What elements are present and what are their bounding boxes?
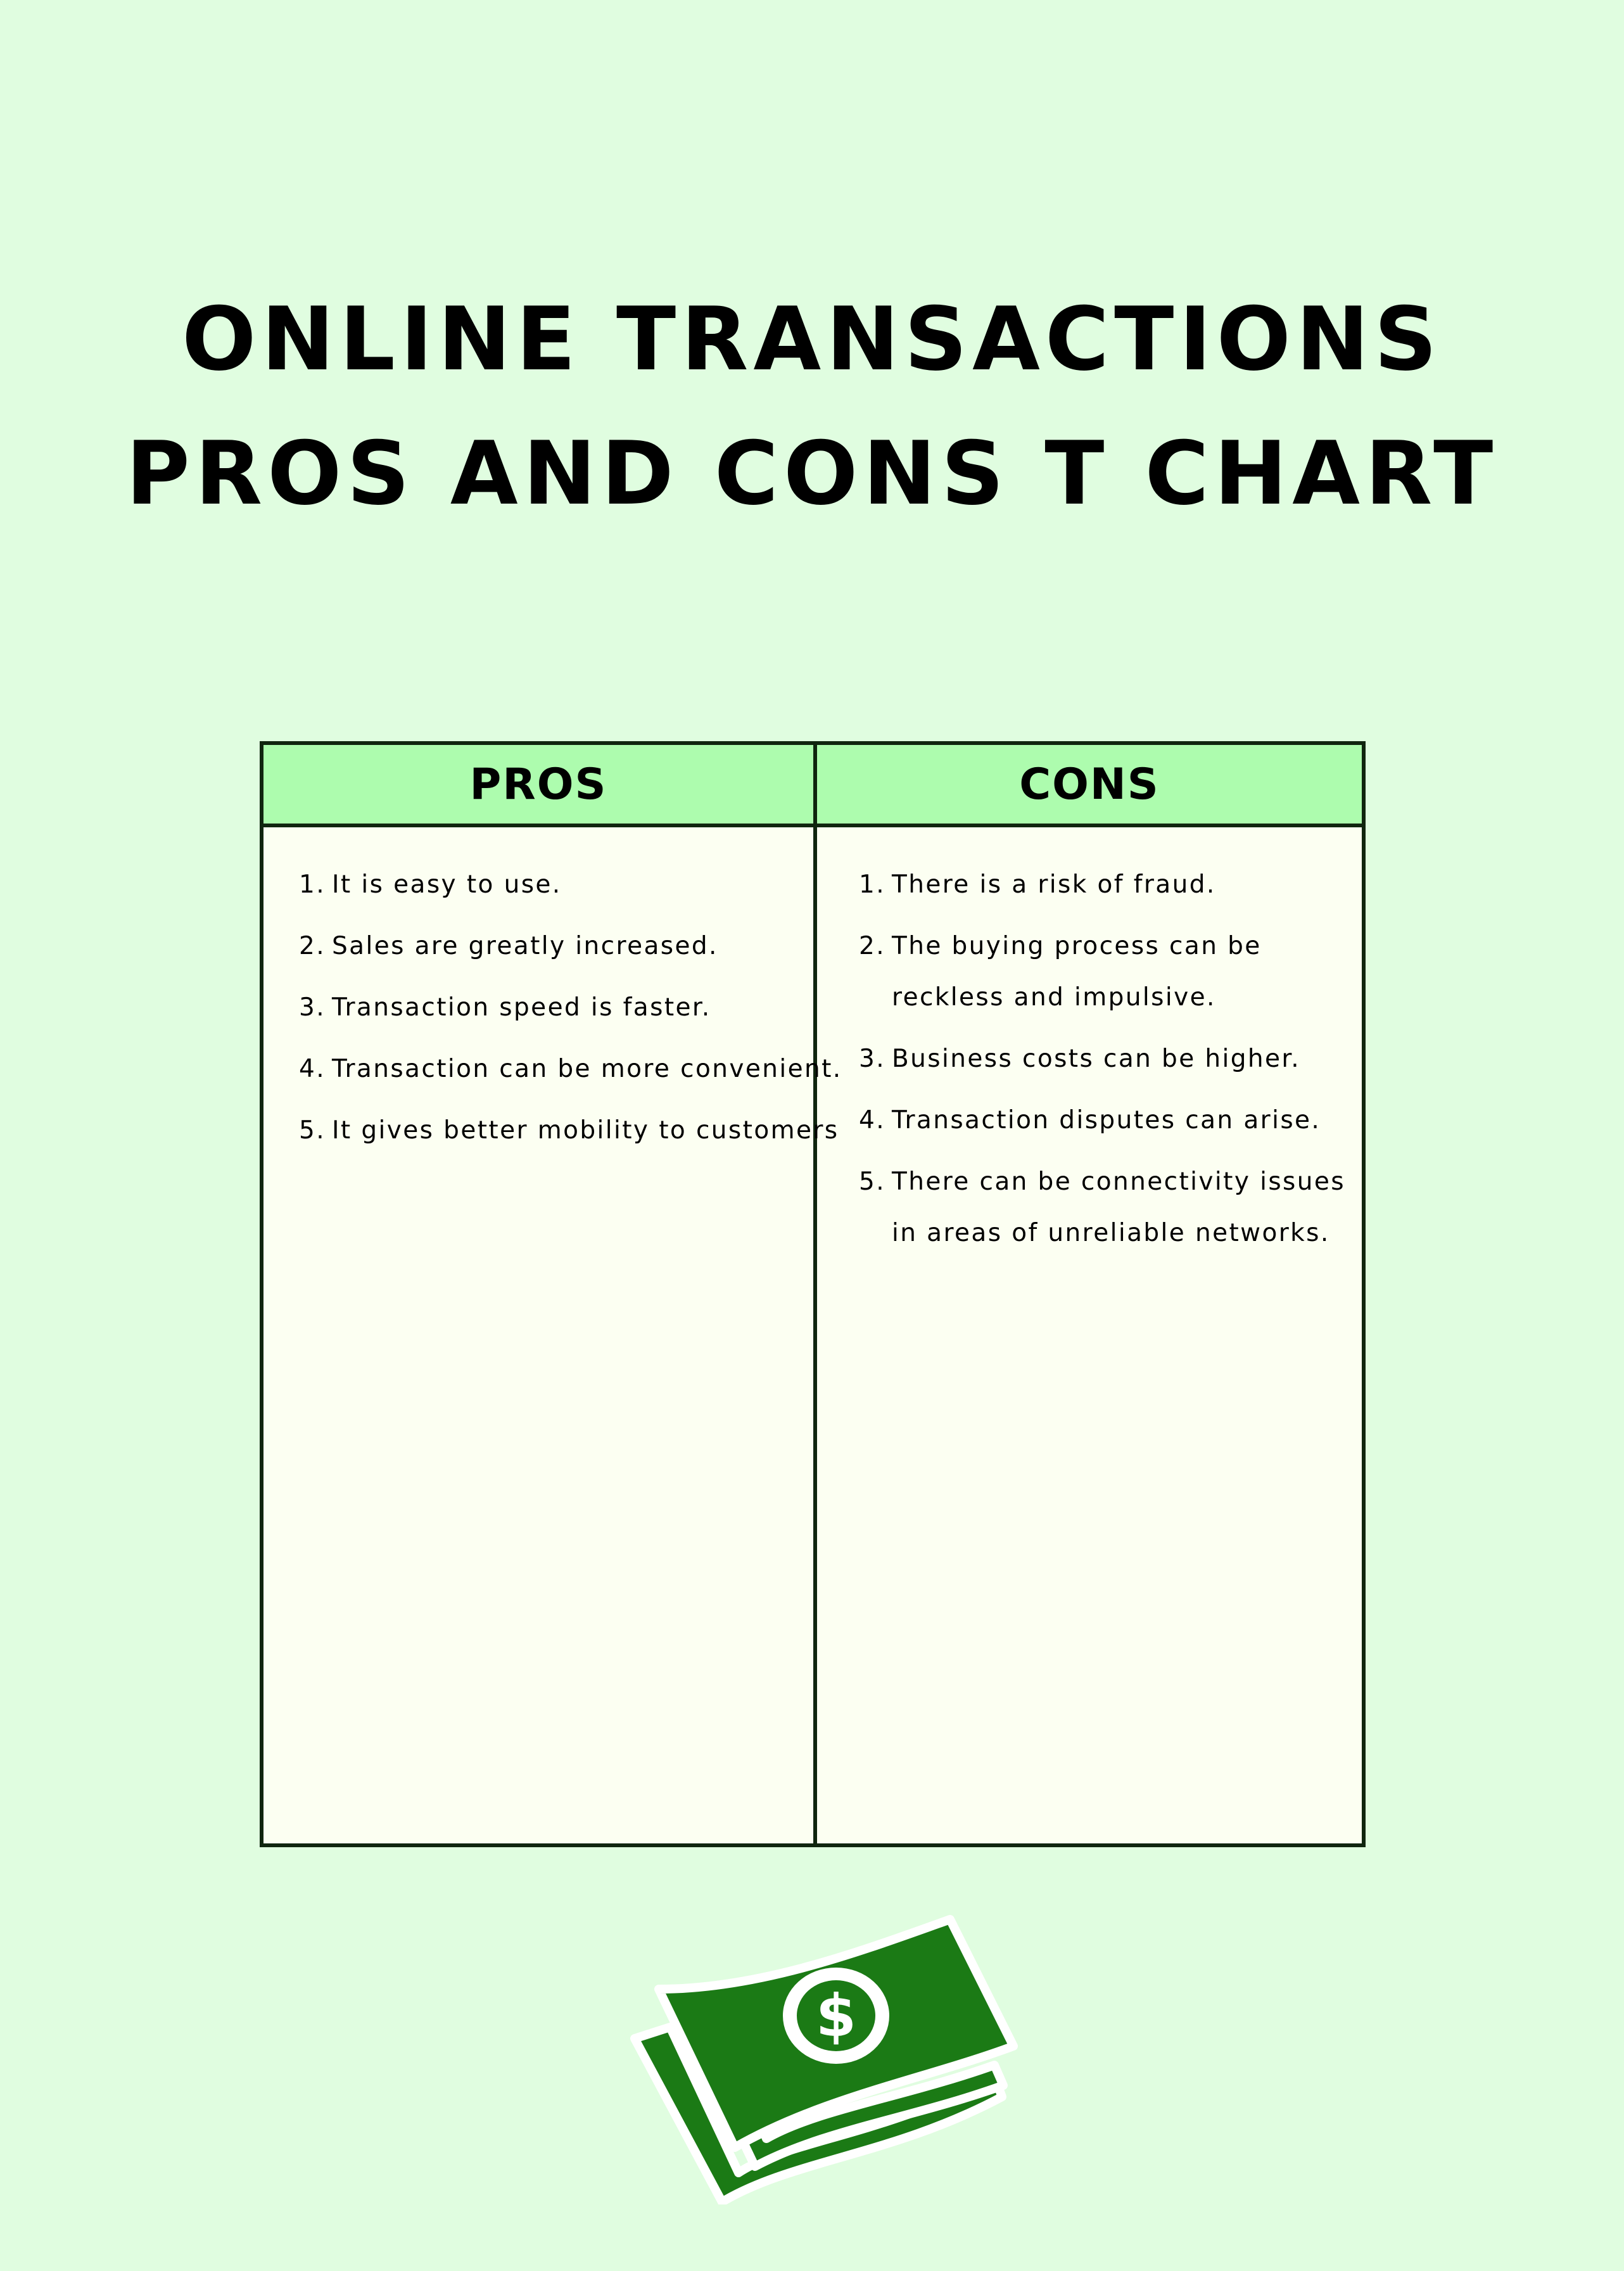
item-text: It gives better mobility to customers xyxy=(332,1116,839,1145)
list-item xyxy=(859,920,1353,1023)
item-number: 3. xyxy=(859,1045,886,1073)
item-number: 3. xyxy=(299,993,326,1022)
money-bills-icon xyxy=(621,1907,1026,2204)
list-item xyxy=(299,859,818,910)
page-title xyxy=(0,272,1624,541)
item-text: It is easy to use. xyxy=(332,870,562,899)
item-text: There can be connectivity issues in areas of unreliable networks. xyxy=(892,1167,1345,1247)
header-divider xyxy=(263,824,1362,827)
item-text: Transaction speed is faster. xyxy=(332,993,711,1022)
pros-heading: PROS xyxy=(263,745,813,824)
cons-heading: CONS xyxy=(817,745,1362,824)
item-number: 1. xyxy=(859,870,886,899)
dollar-sign: $ xyxy=(815,1982,857,2050)
item-number: 4. xyxy=(859,1106,886,1135)
title-line-1: ONLINE TRANSACTIONS xyxy=(182,288,1442,390)
item-number: 5. xyxy=(299,1116,326,1145)
item-number: 2. xyxy=(859,932,886,960)
item-text: Transaction disputes can arise. xyxy=(892,1106,1321,1135)
item-text: Sales are greatly increased. xyxy=(332,932,718,960)
item-text: There is a risk of fraud. xyxy=(892,870,1216,899)
list-item xyxy=(859,1033,1353,1085)
list-item xyxy=(299,982,818,1033)
title-line-2: PROS AND CONS T CHART xyxy=(125,423,1499,525)
cons-list xyxy=(859,859,1353,1269)
t-chart xyxy=(260,741,1366,1847)
list-item xyxy=(859,1095,1353,1146)
pros-list xyxy=(299,859,842,1166)
list-item xyxy=(299,1105,839,1156)
item-text: Transaction can be more convenient. xyxy=(332,1055,842,1083)
list-item xyxy=(859,1156,1353,1259)
list-item xyxy=(299,920,818,972)
list-item xyxy=(859,859,1353,910)
item-text: The buying process can be reckless and impulsive. xyxy=(892,932,1262,1012)
item-number: 1. xyxy=(299,870,326,899)
item-number: 2. xyxy=(299,932,326,960)
list-item xyxy=(299,1043,842,1095)
item-number: 5. xyxy=(859,1167,886,1196)
item-text: Business costs can be higher. xyxy=(892,1045,1301,1073)
item-number: 4. xyxy=(299,1055,326,1083)
